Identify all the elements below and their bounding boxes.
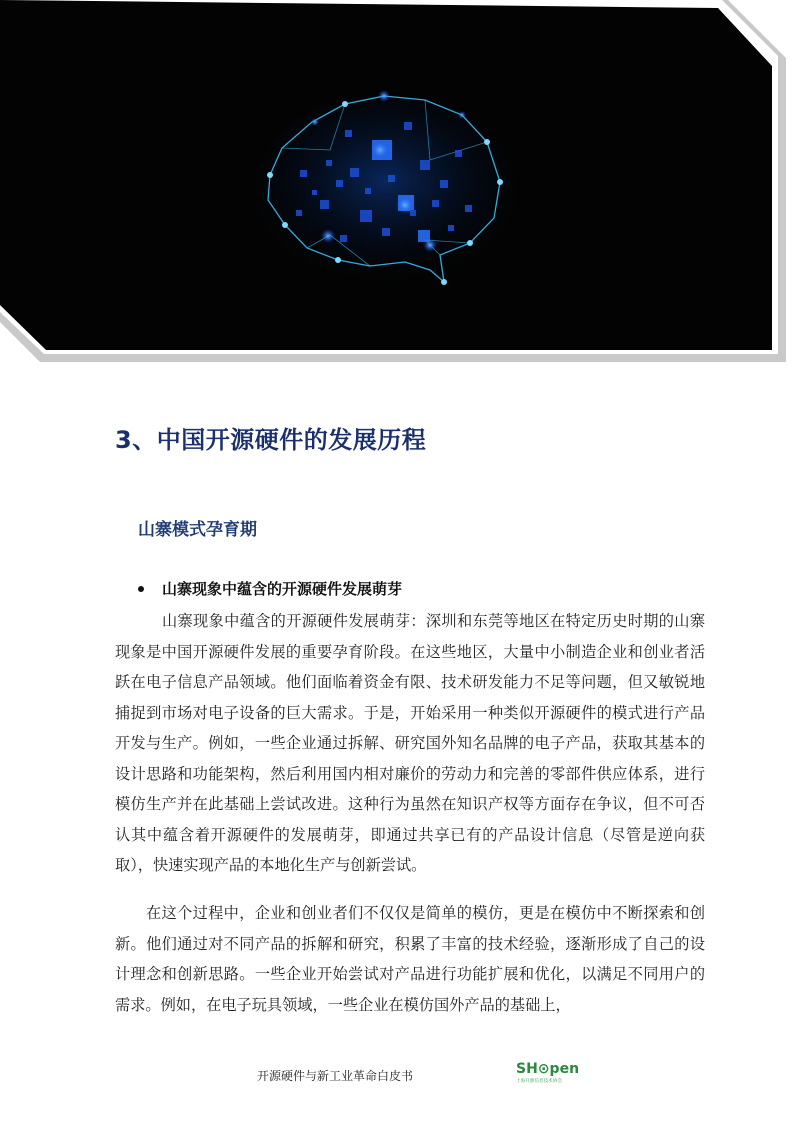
paragraph-2: 在这个过程中，企业和创业者们不仅仅是简单的模仿，更是在模仿中不断探索和创新。他们通过对不同产品的拆解和研究，积累了丰富的技术经验，逐渐形成了自己的设计理念和创新思路。一些企业开始尝试对产品进行功能扩展和优化，以满足不同用户的需求。例如，在电子玩具领域，一些企业在模仿国外产品的基础上， [115,904,705,1014]
logo-subtext: 上海开源信息技术协会 [516,1079,562,1084]
logo-o-icon: ⊙ [537,1061,550,1077]
bullet-dot-icon [138,586,144,592]
shopen-logo [516,1062,586,1086]
footer-title: 开源硬件与新工业革命白皮书 [257,1069,414,1083]
brain-circuit-illustration [0,0,793,365]
logo-text-b: pen [549,1061,580,1077]
paragraph-1: 山寨现象中蕴含的开源硬件发展萌芽：深圳和东莞等地区在特定历史时期的山寨现象是中国开源硬件发展的重要孕育阶段。在这些地区，大量中小制造企业和创业者活跃在电子信息产品领域。他们面临着资金有限、技术研发能力不足等问题，但又敏锐地捕捉到市场对电子设备的巨大需求。于是，开始采用一种类似开源硬件的模式进行产品开发与生产。例如，一些企业通过拆解、研究国外知名品牌的电子产品，获取其基本的设计思路和功能架构，然后利用国内相对廉价的劳动力和完善的零部件供应体系，进行模仿生产并在此基础上尝试改进。这种行为虽然在知识产权等方面存在争议，但不可否认其中蕴含着开源硬件的发展萌芽，即通过共享已有的产品设计信息（尽管是逆向获取），快速实现产品的本地化生产与创新尝试。 [115,612,705,874]
logo-wordmark [516,1062,586,1076]
bullet-label: 山寨现象中蕴含的开源硬件发展萌芽 [162,580,403,598]
header-banner [0,0,793,365]
bullet-item [138,578,402,599]
logo-text-a: SH [516,1061,538,1077]
section-title: 3、中国开源硬件的发展历程 [115,426,427,454]
section-subtitle: 山寨模式孕育期 [138,520,257,540]
